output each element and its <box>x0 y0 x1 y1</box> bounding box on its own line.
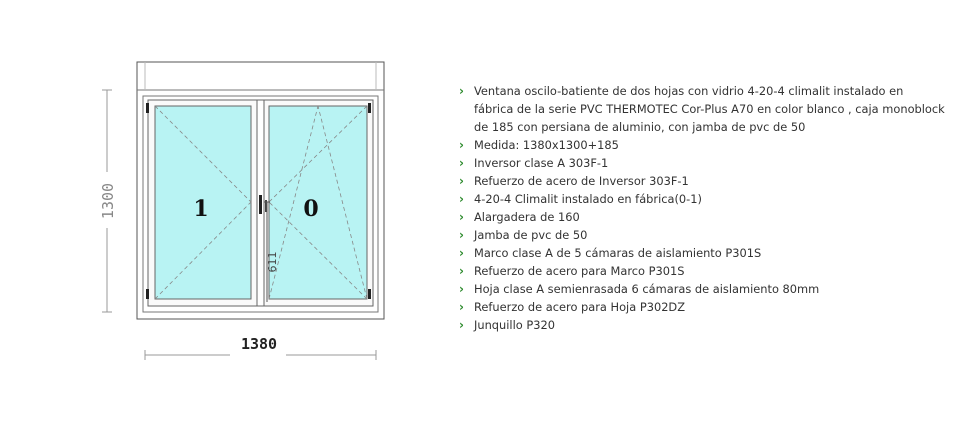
spec-item <box>459 172 945 190</box>
spec-item-text: Inversor clase A 303F-1 <box>474 156 609 170</box>
chevron-right-icon: › <box>459 192 464 206</box>
chevron-right-icon: › <box>459 318 464 332</box>
chevron-right-icon: › <box>459 84 464 98</box>
spec-item-text: Refuerzo de acero para Hoja P302DZ <box>474 300 686 314</box>
chevron-right-icon: › <box>459 300 464 314</box>
hinge-icon <box>368 289 371 299</box>
chevron-right-icon: › <box>459 174 464 188</box>
left-sash-label: 1 <box>193 196 209 222</box>
spec-item <box>459 280 945 298</box>
spec-item <box>459 208 945 226</box>
spec-item-text: 4-20-4 Climalit instalado en fábrica(0-1) <box>474 192 702 206</box>
spec-item <box>459 244 945 262</box>
spec-item <box>459 298 945 316</box>
spec-item <box>459 136 945 154</box>
chevron-right-icon: › <box>459 282 464 296</box>
spec-item-text: Marco clase A de 5 cámaras de aislamiento P301S <box>474 246 762 260</box>
spec-item-text: Ventana oscilo-batiente de dos hojas con vidrio 4-20-4 climalit instalado en fábrica de la serie PVC THERMOTEC Cor-Plus A70 en color blanco , caja monoblock de 185 con persiana de aluminio, con jamba de pvc de 50 <box>474 84 945 134</box>
chevron-right-icon: › <box>459 264 464 278</box>
handle-icon <box>259 195 262 214</box>
window-diagram <box>0 0 440 422</box>
spec-list <box>459 82 945 334</box>
spec-item <box>459 316 945 334</box>
chevron-right-icon: › <box>459 246 464 260</box>
spec-item-text: Medida: 1380x1300+185 <box>474 138 619 152</box>
spec-item-text: Refuerzo de acero para Marco P301S <box>474 264 685 278</box>
hinge-icon <box>146 103 149 113</box>
chevron-right-icon: › <box>459 210 464 224</box>
handle-height-label: 611 <box>266 251 279 273</box>
spec-item-text: Alargadera de 160 <box>474 210 580 224</box>
hinge-icon <box>368 103 371 113</box>
chevron-right-icon: › <box>459 138 464 152</box>
hinge-icon <box>146 289 149 299</box>
spec-item <box>459 226 945 244</box>
spec-item <box>459 154 945 172</box>
width-dimension-label: 1380 <box>240 335 278 353</box>
height-dimension-label: 1300 <box>99 182 117 220</box>
spec-item <box>459 190 945 208</box>
spec-item <box>459 262 945 280</box>
spec-item <box>459 82 945 136</box>
chevron-right-icon: › <box>459 228 464 242</box>
spec-item-text: Junquillo P320 <box>474 318 555 332</box>
spec-item-text: Hoja clase A semienrasada 6 cámaras de aislamiento 80mm <box>474 282 820 296</box>
chevron-right-icon: › <box>459 156 464 170</box>
spec-item-text: Refuerzo de acero de Inversor 303F-1 <box>474 174 689 188</box>
spec-item-text: Jamba de pvc de 50 <box>474 228 588 242</box>
right-sash-label: 0 <box>303 196 319 222</box>
